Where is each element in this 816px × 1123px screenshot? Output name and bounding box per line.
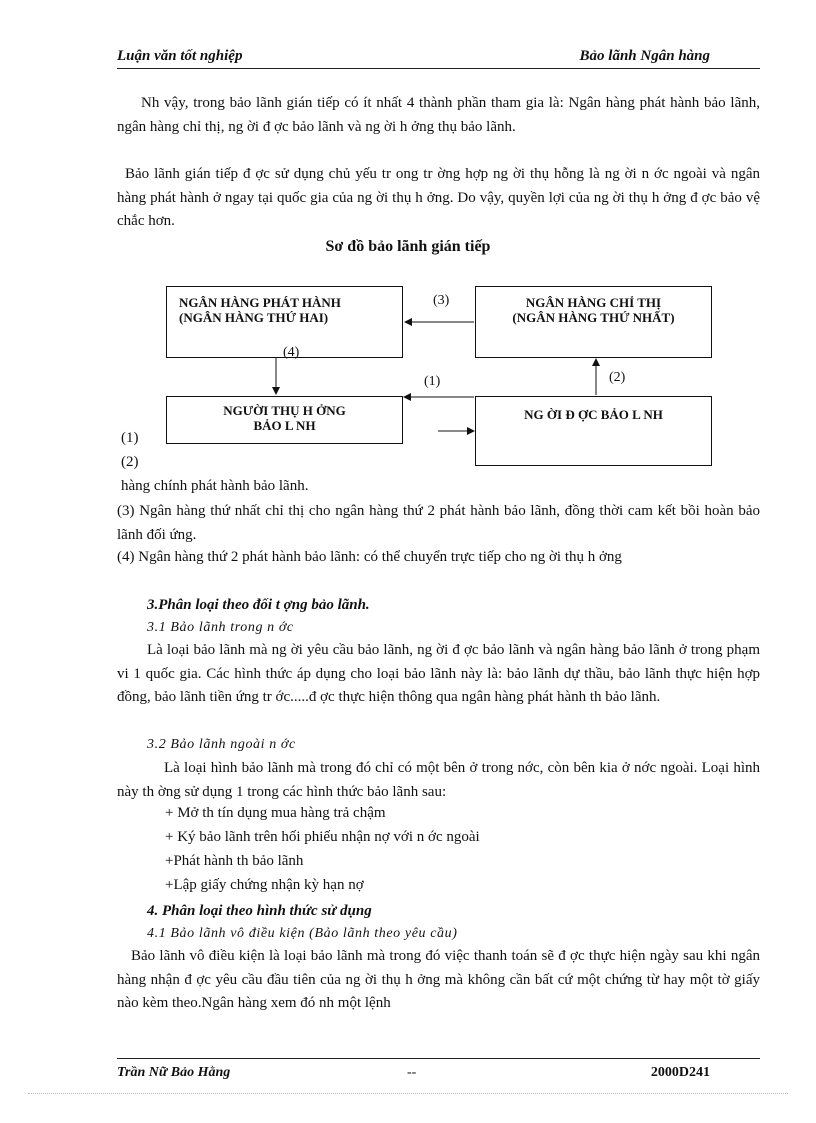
legend-2-cont: hàng chính phát hành bảo lãnh. <box>121 478 309 494</box>
box-instructing-bank <box>475 286 712 358</box>
section-3-2-heading: 3.2 Bảo lãnh ngoài n ớc <box>147 737 296 752</box>
section-3-2-text: Là loại hình bảo lãnh mà trong đó chỉ có một bên ở trong nớc, còn bên kia ở nớc ngoài. Loại hình này th ờng sử dụng 1 trong các hình thức bảo lãnh sau: <box>117 760 760 800</box>
box-applicant <box>475 396 712 466</box>
list-item: +Phát hành th bảo lãnh <box>165 853 304 869</box>
arrow-label-1: (1) <box>424 374 441 389</box>
box-instructing-bank-line1: NGÂN HÀNG CHỈ THỊ <box>525 295 662 310</box>
box-issuing-bank-line2: (NGÂN HÀNG THỨ HAI) <box>179 310 329 325</box>
legend-1: (1) <box>121 430 139 446</box>
legend-4: (4) Ngân hàng thứ 2 phát hành bảo lãnh: có thể chuyển trực tiếp cho ng ời thụ h ởng <box>117 549 622 565</box>
section-3-1-heading: 3.1 Bảo lãnh trong n ớc <box>147 620 294 635</box>
page-footer <box>117 1058 760 1081</box>
legend-3: (3) Ngân hàng thứ nhất chỉ thị cho ngân hàng thứ 2 phát hành bảo lãnh, đồng thời cam kết bồi hoàn bảo lãnh đối ứng. <box>117 503 760 543</box>
arrow-label-4: (4) <box>283 345 300 360</box>
footer-center: -- <box>407 1065 417 1080</box>
box-issuing-bank-line1: NGÂN HÀNG PHÁT HÀNH <box>179 295 341 310</box>
footer-right: 2000D241 <box>650 1065 710 1080</box>
box-applicant-line1: NG ỜI Đ ỢC BẢO L NH <box>524 407 663 422</box>
legend-2: (2) <box>121 454 139 470</box>
section-4-1-text: Bảo lãnh vô điều kiện là loại bảo lãnh mà trong đó việc thanh toán sẽ đ ợc thực hiện ngày sau khi ngân hàng nhận đ ợc yêu cầu đầu tiên của ng ời thụ h ởng mà không cần bất cứ một chứng từ hay một tờ giấy nào kèm theo.Ngân hàng xem đó nh một lệnh <box>117 948 760 1011</box>
list-item: + Mở th tín dụng mua hàng trả chậm <box>165 805 386 821</box>
paragraph-1: Nh vậy, trong bảo lãnh gián tiếp có ít nhất 4 thành phần tham gia là: Ngân hàng phát hành bảo lãnh, ngân hàng chỉ thị, ng ời đ ợc bảo lãnh và ng ời h ởng thụ bảo lãnh. <box>117 95 760 135</box>
diagram-title: Sơ đồ bảo lãnh gián tiếp <box>325 238 491 255</box>
box-instructing-bank-line2: (NGÂN HÀNG THỨ NHẤT) <box>512 310 675 325</box>
box-beneficiary-line1: NGƯỜI THỤ H ỞNG <box>223 403 346 418</box>
header-left: Luận văn tốt nghiệp <box>117 48 243 64</box>
paragraph-2: Bảo lãnh gián tiếp đ ợc sử dụng chủ yếu tr ong tr ờng hợp ng ời thụ hỗng là ng ời n ớc ngoài và ngân hàng phát hành ở ngay tại quốc gia của ng ời thụ h ởng. Do vậy, quyền lợi của ng ời thụ h ởng đ ợc bảo vệ chắc hơn. <box>117 166 760 229</box>
header-right: Bảo lãnh Ngân hàng <box>579 48 710 64</box>
list-item: + Ký bảo lãnh trên hối phiếu nhận nợ với n ớc ngoài <box>165 829 480 845</box>
footer-left: Trần Nữ Bảo Hằng <box>117 1065 231 1080</box>
arrow-label-3: (3) <box>433 293 450 308</box>
section-4-1-heading: 4.1 Bảo lãnh vô điều kiện (Bảo lãnh theo yêu cầu) <box>147 926 458 941</box>
list-item: +Lập giấy chứng nhận kỳ hạn nợ <box>165 877 364 893</box>
box-beneficiary-line2: BẢO L NH <box>253 418 316 433</box>
arrow-label-2: (2) <box>609 370 626 385</box>
box-beneficiary <box>166 396 403 444</box>
section-3-heading: 3.Phân loại theo đối t ợng bảo lãnh. <box>147 597 370 613</box>
section-4-heading: 4. Phân loại theo hình thức sử dụng <box>147 903 372 919</box>
section-3-1-text: Là loại bảo lãnh mà ng ời yêu cầu bảo lãnh, ng ời đ ợc bảo lãnh và ngân hàng bảo lãnh ở trong phạm vi 1 quốc gia. Các hình thức áp dụng cho loại bảo lãnh này là: bảo lãnh dự thầu, bảo lãnh thực hiện hợp đồng, bảo lãnh tiền ứng tr ớc.....đ ợc thực hiện thông qua ngân hàng phát hành th bảo lãnh. <box>117 642 760 705</box>
page-edge-divider <box>28 1093 788 1094</box>
